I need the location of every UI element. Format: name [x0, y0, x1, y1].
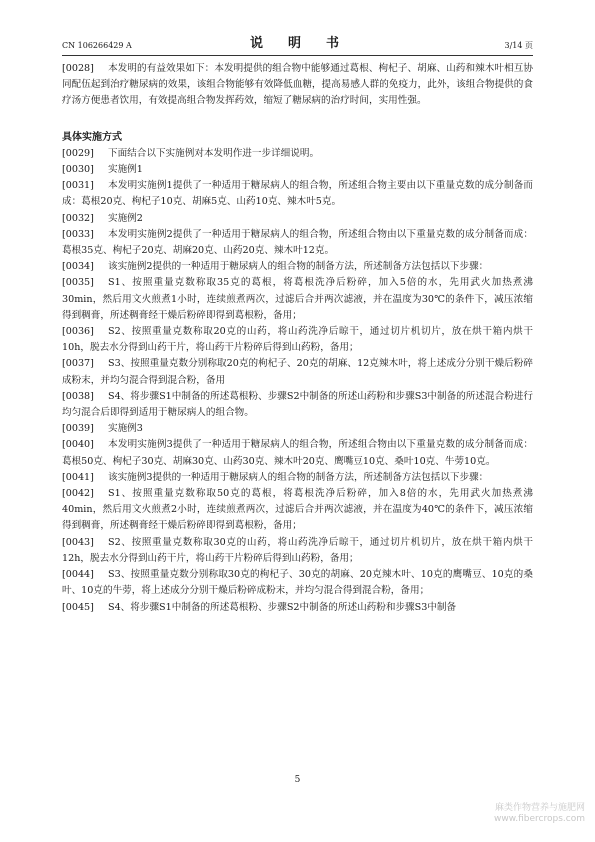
paragraph — [62, 146, 533, 162]
watermark — [494, 803, 585, 825]
page-number: 5 — [294, 775, 301, 785]
paragraph-number: [0039] — [62, 423, 94, 435]
paragraph-number: [0038] — [62, 390, 94, 402]
paragraph-number: [0036] — [62, 326, 94, 338]
watermark-title: 麻类作物营养与施肥网 — [494, 803, 585, 813]
paragraph-number: [0042] — [62, 488, 94, 500]
paragraph-number: [0035] — [62, 277, 94, 289]
paragraph-text: 本发明实施例2提供了一种适用于糖尿病人的组合物，所述组合物由以下重量克数的成分制备而成：葛根35克、枸杞子20克、胡麻20克、山药20克、辣木叶12克。 — [62, 228, 533, 257]
paragraph — [62, 437, 533, 469]
paragraph-text: S3、按照重量克数分别称取30克的枸杞子、30克的胡麻、20克辣木叶、10克的鹰嘴豆、10克的桑叶、10克的牛蒡，将上述成分分别干燥后粉碎成粉末，并均匀混合得到混合粉，备用； — [62, 569, 533, 597]
paragraph-number: [0029] — [62, 147, 94, 159]
paragraph — [62, 356, 533, 388]
paragraph-text: 本发明的有益效果如下：本发明提供的组合物中能够通过葛根、枸杞子、胡麻、山药和辣木叶相互协同配伍起到治疗糖尿病的效果，该组合物能够有效降低血糖，提高易感人群的免疫力，此外，该组合物提供的食疗汤方便患者饮用，有效提高组合物发挥药效，缩短了糖尿病的治疗时间，实用性强。 — [62, 63, 533, 107]
paragraph — [62, 162, 533, 178]
paragraph — [62, 470, 533, 486]
paragraph — [62, 567, 533, 599]
paragraph — [62, 227, 533, 259]
section-title: 具体实施方式 — [62, 131, 122, 143]
paragraph-text: S3、按照重量克数分别称取20克的枸杞子、20克的胡麻、12克辣木叶，将上述成分分别干燥后粉碎成粉末，并均匀混合得到混合粉，备用 — [62, 358, 533, 386]
paragraph-number: [0032] — [62, 212, 94, 224]
paragraph-text: 该实施例3提供的一种适用于糖尿病人的组合物的制备方法，所述制备方法包括以下步骤： — [108, 471, 489, 483]
paragraph-text: S1、按照重量克数称取50克的葛根，将葛根洗净后粉碎，加入8倍的水，先用武火加热煮沸40min，然后用文火煎煮2小时，连续煎煮两次，过滤后合并两次滤液，并在温度为40℃的条件下，减压浓缩得到稠膏，所述稠膏经干燥后粉碎即得到葛根粉，备用； — [62, 488, 533, 532]
header-rule — [62, 55, 533, 56]
paragraph-number: [0044] — [62, 569, 94, 581]
paragraph — [62, 211, 533, 227]
paragraph-number: [0037] — [62, 358, 94, 370]
paragraph-number: [0041] — [62, 471, 94, 483]
paragraph-text: S4、将步骤S1中制备的所述葛根粉、步骤S2中制备的所述山药粉和步骤S3中制备 — [108, 601, 457, 613]
watermark-url: www.fibercrops.com — [494, 814, 585, 824]
paragraph-number: [0045] — [62, 601, 94, 613]
paragraph — [62, 486, 533, 535]
paragraph-number: [0034] — [62, 261, 94, 273]
paragraph-text: 该实施例2提供的一种适用于糖尿病人的组合物的制备方法，所述制备方法包括以下步骤： — [108, 261, 489, 273]
paragraph — [62, 421, 533, 437]
paragraph — [62, 178, 533, 210]
paragraph-text: 实施例3 — [108, 423, 143, 435]
patent-number: CN 106266429 A — [62, 41, 132, 50]
paragraph-number: [0033] — [62, 228, 94, 240]
paragraph-text: 本发明实施例3提供了一种适用于糖尿病人的组合物，所述组合物由以下重量克数的成分制备而成：葛根50克、枸杞子30克、胡麻30克、山药30克、辣木叶20克、鹰嘴豆10克、桑叶10克、牛蒡10克。 — [62, 439, 533, 467]
paragraph-text: 本发明实施例1提供了一种适用于糖尿病人的组合物，所述组合物主要由以下重量克数的成分制备而成：葛根20克、枸杞子10克、胡麻5克、山药10克、辣木叶5克。 — [62, 180, 533, 208]
paragraph-text: S2、按照重量克数称取20克的山药，将山药洗净后晾干，通过切片机切片，放在烘干箱内烘干10h，脱去水分得到山药干片，将山药干片粉碎后得到山药粉，备用； — [62, 326, 533, 354]
paragraph — [62, 389, 533, 421]
paragraph-text: S2、按照重量克数称取30克的山药，将山药洗净后晾干，通过切片机切片，放在烘干箱内烘干12h，脱去水分得到山药干片，将山药干片粉碎后得到山药粉，备用； — [62, 536, 533, 564]
paragraph — [62, 600, 533, 616]
paragraph-text: 下面结合以下实施例对本发明作进一步详细说明。 — [108, 147, 320, 159]
paragraph-number: [0031] — [62, 180, 94, 192]
page-header — [62, 37, 533, 55]
paragraph — [62, 275, 533, 324]
paragraph-text: S1、按照重量克数称取35克的葛根，将葛根洗净后粉碎，加入5倍的水，先用武火加热煮沸30min，然后用文火煎煮1小时，连续煎煮两次，过滤后合并两次滤液，并在温度为30℃的条件下，减压浓缩得到稠膏，所述稠膏经干燥后粉碎即得到葛根粉，备用； — [62, 277, 533, 321]
paragraph-number: [0043] — [62, 536, 94, 548]
paragraph — [62, 535, 533, 567]
document-body — [62, 61, 533, 616]
paragraph-number: [0040] — [62, 439, 94, 451]
paragraph-number: [0028] — [62, 63, 94, 74]
paragraph-text: 实施例2 — [108, 212, 143, 224]
document-title: 说 明 书 — [249, 36, 345, 51]
paragraph-text: S4、将步骤S1中制备的所述葛根粉、步骤S2中制备的所述山药粉和步骤S3中制备的所述混合粉进行均匀混合后即得到适用于糖尿病人的组合物。 — [62, 390, 533, 419]
paragraph — [62, 324, 533, 356]
paragraph-text: 实施例1 — [108, 164, 143, 176]
paragraph — [62, 259, 533, 275]
paragraph — [62, 61, 533, 110]
paragraph-number: [0030] — [62, 164, 94, 176]
page-reference: 3/14 页 — [504, 41, 533, 50]
